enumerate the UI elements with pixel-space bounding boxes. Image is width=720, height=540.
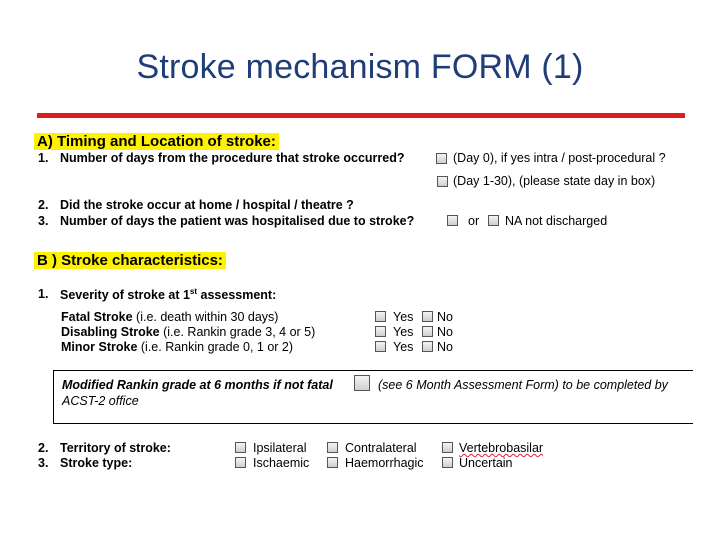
b-q1-number: 1. [38,287,49,301]
fatal-yes-checkbox[interactable] [375,311,386,322]
na-label: NA not discharged [505,214,608,228]
b-q2-number: 2. [38,441,49,455]
day1-30-checkbox[interactable] [437,176,448,187]
contralateral-label: Contralateral [345,441,417,455]
ischaemic-label: Ischaemic [253,456,310,470]
b-q2-text: Territory of stroke: [60,441,171,455]
rankin-note: (see 6 Month Assessment Form) to be completed by [378,378,668,392]
severity-row-disabling: Disabling Stroke (i.e. Rankin grade 3, 4 or 5) [61,325,316,339]
ipsilateral-checkbox[interactable] [235,442,246,453]
a-q2-text: Did the stroke occur at home / hospital / theatre ? [60,198,354,212]
vertebrobasilar-label: Vertebrobasilar [459,441,544,455]
vertebrobasilar-checkbox[interactable] [442,442,453,453]
minor-yes-checkbox[interactable] [375,341,386,352]
days-hospitalised-box[interactable] [447,215,458,226]
disabling-yes-checkbox[interactable] [375,326,386,337]
disabling-no-label: No [437,325,453,339]
b-q3-text: Stroke type: [60,456,133,470]
a-q3-number: 3. [38,214,49,228]
ischaemic-checkbox[interactable] [235,457,246,468]
haemorrhagic-label: Haemorrhagic [345,456,424,470]
fatal-no-label: No [437,310,453,324]
fatal-no-checkbox[interactable] [422,311,433,322]
section-b-heading: B ) Stroke characteristics: [34,252,226,269]
section-a-heading: A) Timing and Location of stroke: [34,133,279,150]
fatal-yes-label: Yes [393,310,414,324]
a-q1-text: Number of days from the procedure that stroke occurred? [60,151,405,165]
a-q2-number: 2. [38,198,49,212]
uncertain-label: Uncertain [459,456,513,470]
na-checkbox[interactable] [488,215,499,226]
day0-label: (Day 0), if yes intra / post-procedural ? [453,151,666,165]
a-q1-number: 1. [38,151,49,165]
title-divider [37,113,685,118]
a-q3-text: Number of days the patient was hospitalised due to stroke? [60,214,415,228]
rankin-label: Modified Rankin grade at 6 months if not fatal [62,378,333,392]
rankin-office: ACST-2 office [62,394,139,408]
haemorrhagic-checkbox[interactable] [327,457,338,468]
disabling-no-checkbox[interactable] [422,326,433,337]
or-label: or [468,214,480,228]
minor-no-checkbox[interactable] [422,341,433,352]
day1-30-label: (Day 1-30), (please state day in box) [453,174,656,188]
page-title: Stroke mechanism FORM (1) [136,48,584,86]
minor-yes-label: Yes [393,340,414,354]
uncertain-checkbox[interactable] [442,457,453,468]
rankin-grade-box[interactable] [354,375,370,391]
ipsilateral-label: Ipsilateral [253,441,307,455]
day0-checkbox[interactable] [436,153,447,164]
b-q1-text: Severity of stroke at 1st assessment: [60,287,277,303]
contralateral-checkbox[interactable] [327,442,338,453]
severity-row-minor: Minor Stroke (i.e. Rankin grade 0, 1 or 2) [61,340,294,354]
disabling-yes-label: Yes [393,325,414,339]
severity-row-fatal: Fatal Stroke (i.e. death within 30 days) [61,310,279,324]
minor-no-label: No [437,340,453,354]
b-q3-number: 3. [38,456,49,470]
